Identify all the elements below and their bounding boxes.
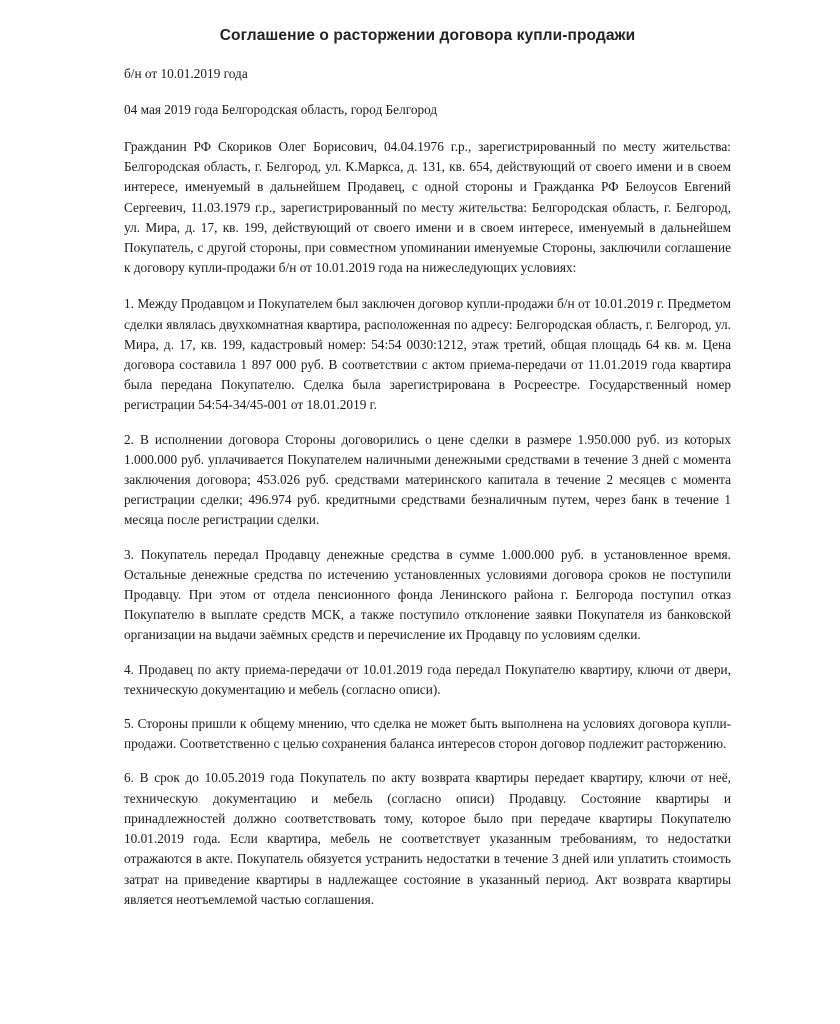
document-place-date-line: 04 мая 2019 года Белгородская область, город Белгород	[124, 102, 438, 117]
clause-3: 3. Покупатель передал Продавцу денежные средства в сумме 1.000.000 руб. в установленное время. Остальные денежные средства по истечению установленных условиями договора сроков не поступили Продавцу. При этом от отдела пенсионного фонда Ленинского района г. Белгорода поступил отказ Покупателю в выплате средств МСК, а также поступило отклонение заявки Покупателя из банковской организации на выдачи заёмных средств и перечисление их Продавцу по условиям сделки.	[124, 546, 731, 643]
clause-5: 5. Стороны пришли к общему мнению, что сделка не может быть выполнена на условиях договора купли-продажи. Соответственно с целью сохранения баланса интересов сторон договор подлежит расторжению.	[124, 716, 731, 752]
document-reference-line: б/н от 10.01.2019 года	[124, 66, 248, 81]
page-title: Соглашение о расторжении договора купли-продажи	[219, 27, 636, 44]
clause-6: 6. В срок до 10.05.2019 года Покупатель по акту возврата квартиры передает квартиру, ключи от неё, техническую документацию и мебель (согласно описи) Продавцу. Состояние квартиры и принадлежностей должно соответствовать тому, которое было при передаче квартиры Покупателю 10.01.2019 года. Если квартира, мебель не соответствует указанным требованиям, то недостатки отражаются в акте. Покупатель обязуется устранить недостатки в течение 3 дней или уплатить стоимость затрат на приведение квартиры в надлежащее состояние в указанный период. Акт возврата квартиры является неотъемлемой частью соглашения.	[124, 770, 731, 907]
clause-2: 2. В исполнении договора Стороны договорились о цене сделки в размере 1.950.000 руб. из которых 1.000.000 руб. уплачивается Покупателем наличными денежными средствами в течение 3 дней с момента заключения договора; 453.026 руб. средствами материнского капитала в течение 2 месяцев с момента регистрации сделки; 496.974 руб. кредитными средствами безналичным путем, через банк в течение 1 месяца после регистрации сделки.	[124, 431, 731, 528]
clause-1: 1. Между Продавцом и Покупателем был заключен договор купли-продажи б/н от 10.01.2019 г. Предметом сделки являлась двухкомнатная квартира, расположенная по адресу: Белгородская область, г. Белгород, ул. Мира, д. 17, кв. 199, кадастровый номер: 54:54 0030:1212, этаж третий, общая площадь 64 кв. м. Цена договора составила 1 897 000 руб. В соответствии с актом приема-передачи от 11.01.2019 года квартира была передана Покупателю. Сделка была зарегистрирована в Росреестре. Государственный номер регистрации 54:54-34/45-001 от 18.01.2019 г.	[124, 296, 731, 413]
document-preamble: Гражданин РФ Скориков Олег Борисович, 04.04.1976 г.р., зарегистрированный по месту жительства: Белгородская область, г. Белгород, ул. К.Маркса, д. 131, кв. 654, действующий от своего имени и в своем интересе, именуемый в дальнейшем Продавец, с одной стороны и Гражданка РФ Белоусов Евгений Сергеевич, 11.03.1979 г.р., зарегистрированный по месту жительства: Белгородская область, г. Белгород, ул. Мира, д. 17, кв. 199, действующий от своего имени и в своем интересе, именуемый в дальнейшем Покупатель, с другой стороны, при совместном упоминании именуемые Стороны, заключили соглашение к договору купли-продажи б/н от 10.01.2019 года на нижеследующих условиях:	[124, 139, 731, 276]
clause-4: 4. Продавец по акту приема-передачи от 10.01.2019 года передал Покупателю квартиру, ключи от двери, техническую документацию и мебель (согласно описи).	[124, 661, 731, 697]
